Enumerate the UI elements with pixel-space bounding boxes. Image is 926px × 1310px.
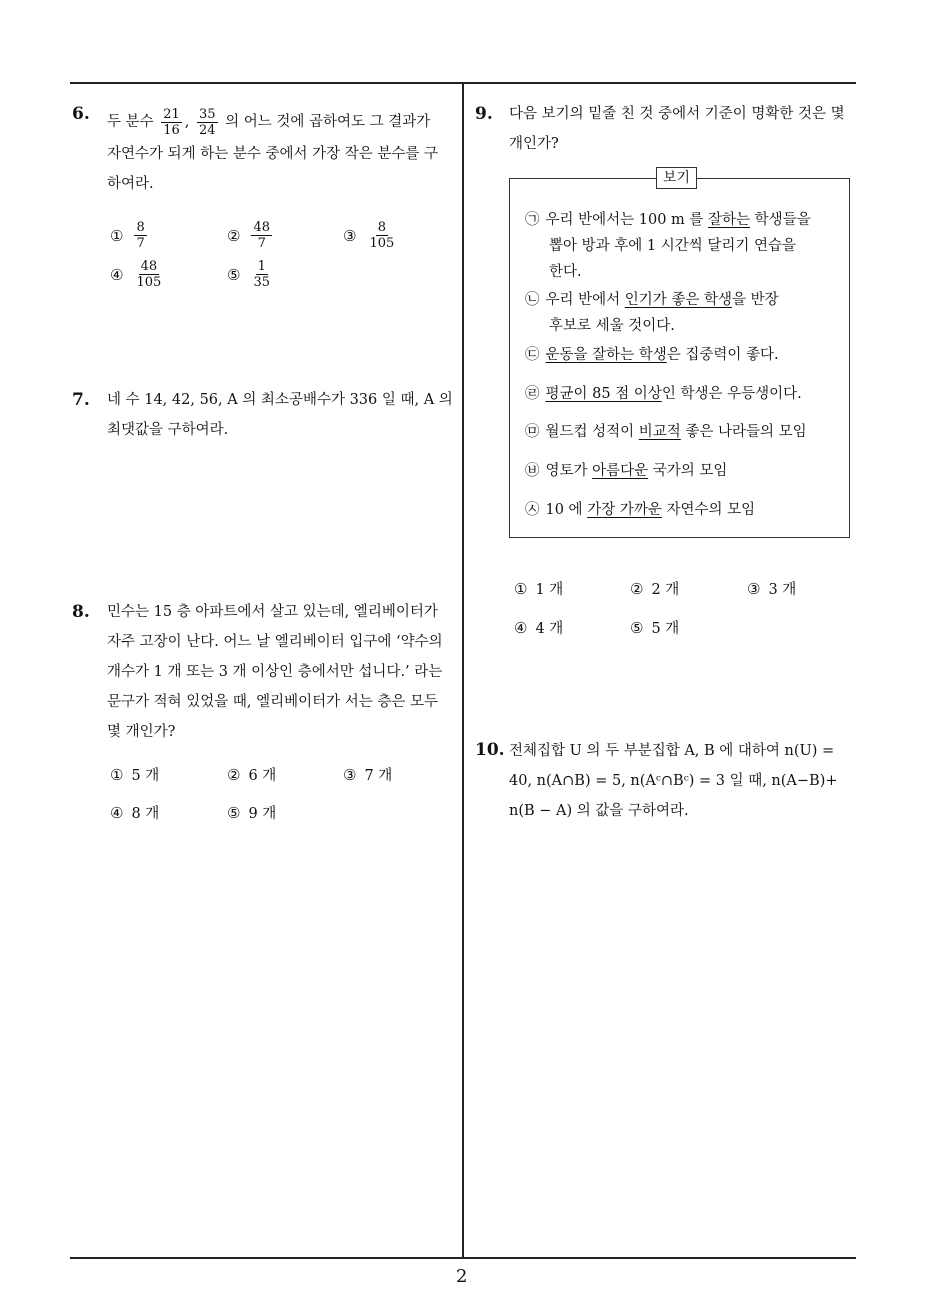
question-7-line-1: 네 수 14, 42, 56, A 의 최소공배수가 336 일 때, A 의 xyxy=(107,392,453,408)
question-6-line-1: 두 분수 $\frac{21}{16}$ , $\frac{35}{24}$ 의 어느 것에 곱하여도 그 결과가 xyxy=(107,106,431,138)
question-10-line-2: 40, n(A∩B) = 5, n(Aᶜ∩Bᶜ) = 3 일 때, n(A−B)+ xyxy=(509,773,838,789)
q9-choice-1[interactable]: ① 1 개 xyxy=(514,579,564,598)
question-8-line-1: 민수는 15 층 아파트에서 살고 있는데, 엘리베이터가 xyxy=(107,604,438,620)
bogi-item-3: ㉢ 운동을 잘하는 학생은 집중력이 좋다. xyxy=(525,347,779,363)
question-7-line-2: 최댓값을 구하여라. xyxy=(107,422,229,438)
q9-choice-2[interactable]: ② 2 개 xyxy=(630,579,680,598)
column-divider xyxy=(462,82,464,1258)
bogi-item-1: ㉠ 우리 반에서는 100 m 를 잘하는 학생들을 뽑아 방과 후에 1 시간씩 달리기 연습을 한다. xyxy=(525,212,811,280)
question-8-line-2: 자주 고장이 난다. 어느 날 엘리베이터 입구에 ‘약수의 xyxy=(107,634,443,650)
bogi-item-5: ㉤ 월드컵 성적이 비교적 좋은 나라들의 모임 xyxy=(525,424,807,440)
question-6-text xyxy=(107,105,457,199)
bogi-box-title: 보기 xyxy=(656,167,697,189)
bogi-item-7: ㉦ 10 에 가장 가까운 자연수의 모임 xyxy=(525,502,756,518)
q6-choice-5[interactable]: ⑤ $\frac{1}{35}$ xyxy=(227,259,270,290)
question-8-number: 8. xyxy=(72,602,90,622)
question-6-line-2: 자연수가 되게 하는 분수 중에서 가장 작은 분수를 구 xyxy=(107,146,439,162)
bogi-item-2: ㉡ 우리 반에서 인기가 좋은 학생을 반장 후보로 세울 것이다. xyxy=(525,292,779,334)
question-7-number: 7. xyxy=(72,390,90,410)
question-9-number: 9. xyxy=(475,104,493,124)
q8-choice-3[interactable]: ③ 7 개 xyxy=(343,765,393,784)
question-10-line-3: n(B − A) 의 값을 구하여라. xyxy=(509,803,689,819)
q6-choice-1[interactable]: ① $\frac{8}{7}$ xyxy=(110,220,145,251)
q6-choice-4[interactable]: ④ $\frac{48}{105}$ xyxy=(110,259,162,290)
question-6-line-3: 하여라. xyxy=(107,176,154,192)
q8-choice-1[interactable]: ① 5 개 xyxy=(110,765,160,784)
question-8-text xyxy=(107,597,457,747)
question-9-line-2: 개인가? xyxy=(509,136,559,152)
question-9-line-1: 다음 보기의 밑줄 친 것 중에서 기준이 명확한 것은 몇 xyxy=(509,106,845,122)
question-10-line-1: 전체집합 U 의 두 부분집합 A, B 에 대하여 n(U) = xyxy=(509,743,835,759)
q9-choice-4[interactable]: ④ 4 개 xyxy=(514,618,564,637)
q6-choice-2[interactable]: ② $\frac{48}{7}$ xyxy=(227,220,270,251)
question-10-text xyxy=(509,736,859,826)
bogi-item-6: ㉥ 영토가 아름다운 국가의 모임 xyxy=(525,463,728,479)
fraction-21-16: $\frac{21}{16}$ xyxy=(163,106,180,138)
question-6-number: 6. xyxy=(72,104,90,124)
bogi-item-4: ㉣ 평균이 85 점 이상인 학생은 우등생이다. xyxy=(525,386,802,402)
page-number: 2 xyxy=(456,1266,468,1287)
question-10-number: 10. xyxy=(475,740,505,760)
question-8-line-3: 개수가 1 개 또는 3 개 이상인 층에서만 섭니다.’ 라는 xyxy=(107,664,443,680)
question-8-line-5: 몇 개인가? xyxy=(107,724,176,740)
question-8-line-4: 문구가 적혀 있었을 때, 엘리베이터가 서는 층은 모두 xyxy=(107,694,439,710)
q9-choice-5[interactable]: ⑤ 5 개 xyxy=(630,618,680,637)
q8-choice-4[interactable]: ④ 8 개 xyxy=(110,803,160,822)
fraction-35-24: $\frac{35}{24}$ xyxy=(199,106,216,138)
q8-choice-5[interactable]: ⑤ 9 개 xyxy=(227,803,277,822)
bottom-rule xyxy=(70,1257,856,1259)
q9-choice-3[interactable]: ③ 3 개 xyxy=(747,579,797,598)
q8-choice-2[interactable]: ② 6 개 xyxy=(227,765,277,784)
q6-choice-3[interactable]: ③ $\frac{8}{105}$ xyxy=(343,220,395,251)
question-9-text xyxy=(509,99,859,159)
question-7-text xyxy=(107,385,457,445)
